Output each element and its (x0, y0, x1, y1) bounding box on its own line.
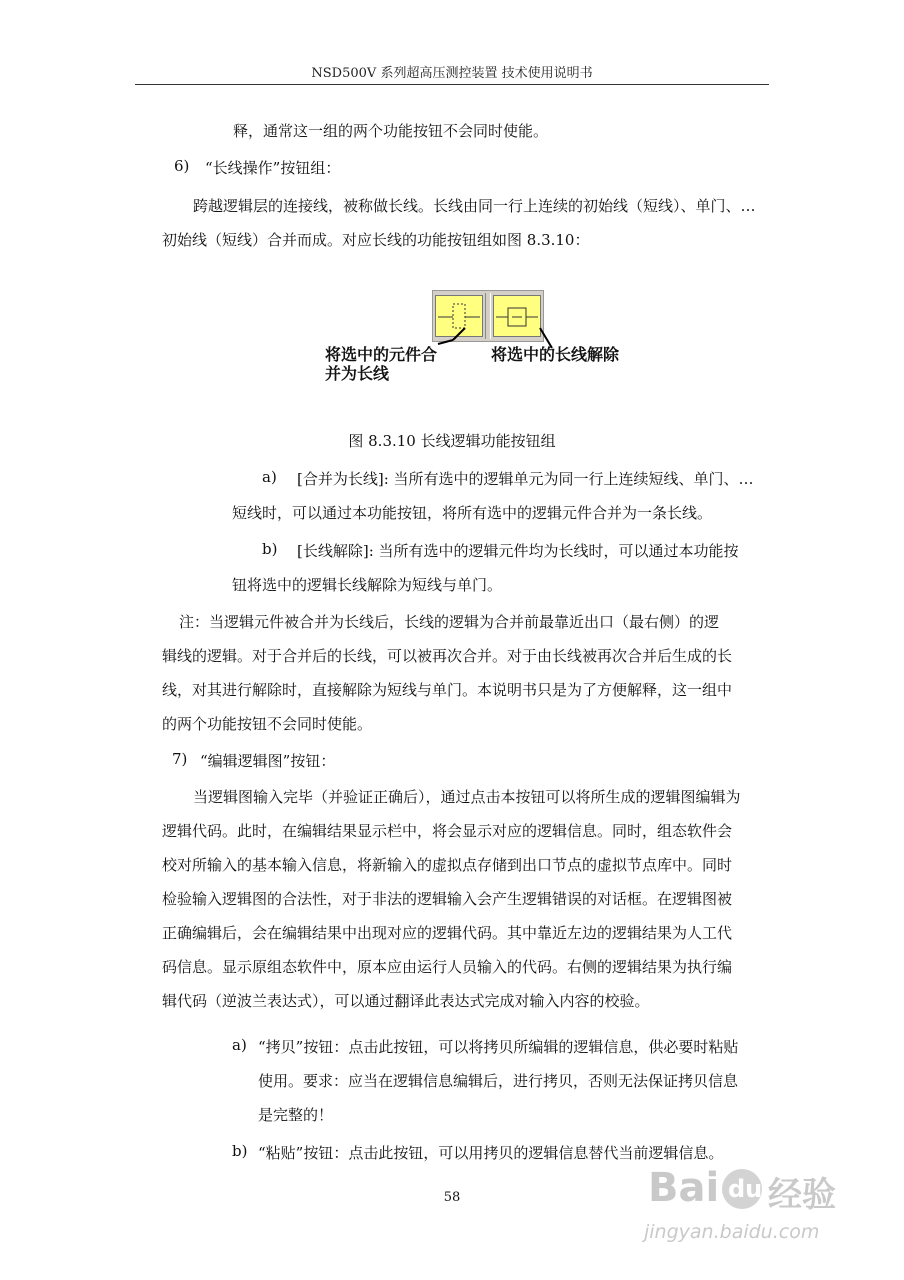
watermark-brand: Bai (648, 1165, 720, 1211)
paragraph-line: 正确编辑后，会在编辑结果中出现对应的逻辑代码。其中靠近左边的逻辑结果为人工代 (162, 924, 733, 942)
list-marker: b) (262, 540, 278, 558)
watermark-url: jingyan.baidu.com (644, 1221, 820, 1243)
page-number: 58 (443, 1190, 461, 1205)
note-line: 辑线的逻辑。对于合并后的长线，可以被再次合并。对于由长线被再次合并后生成的长 (162, 647, 733, 665)
continuation-line: 释，通常这一组的两个功能按钮不会同时使能。 (233, 122, 549, 140)
list-item-text: “粘贴”按钮：点击此按钮，可以用拷贝的逻辑信息替代当前逻辑信息。 (258, 1144, 724, 1162)
paragraph-line: 初始线（短线）合并而成。对应长线的功能按钮组如图 8.3.10： (162, 231, 590, 249)
baidu-watermark (640, 1155, 870, 1255)
watermark-brand-cn: 经验 (768, 1175, 836, 1215)
paragraph-line: 辑代码（逆波兰表达式），可以通过翻译此表达式完成对输入内容的校验。 (162, 992, 650, 1010)
figure-label-merge: 并为长线 (325, 364, 390, 383)
note-line: 线，对其进行解除时，直接解除为短线与单门。本说明书只是为了方便解释，这一组中 (162, 681, 733, 699)
item-7-number: 7) (172, 750, 188, 768)
list-item-text: 使用。要求：应当在逻辑信息编辑后，进行拷贝，否则无法保证拷贝信息 (258, 1072, 739, 1090)
item-7-title: “编辑逻辑图”按钮： (200, 752, 336, 770)
paragraph-line: 跨越逻辑层的连接线，被称做长线。长线由同一行上连续的初始线（短线）、单门、… (193, 197, 756, 215)
note-line: 注：当逻辑元件被合并为长线后，长线的逻辑为合并前最靠近出口（最右侧）的逻 (179, 613, 720, 631)
list-marker: a) (232, 1036, 247, 1054)
paragraph-line: 检验输入逻辑图的合法性，对于非法的逻辑输入会产生逻辑错误的对话框。在逻辑图被 (162, 890, 733, 908)
figure-label-merge: 将选中的元件合 (325, 345, 438, 364)
paragraph-line: 当逻辑图输入完毕（并验证正确后），通过点击本按钮可以将所生成的逻辑图编辑为 (193, 788, 741, 806)
paragraph-line: 逻辑代码。此时，在编辑结果显示栏中，将会显示对应的逻辑信息。同时，组态软件会 (162, 822, 733, 840)
list-marker: b) (232, 1142, 248, 1160)
item-6-number: 6) (174, 157, 190, 175)
watermark-brand-paw: du (728, 1175, 763, 1203)
header-rule (135, 84, 769, 85)
paragraph-line: 校对所输入的基本输入信息，将新输入的虚拟点存储到出口节点的虚拟节点库中。同时 (162, 856, 733, 874)
running-header: NSD500V 系列超高压测控装置 技术使用说明书 (311, 66, 593, 81)
list-item-text: 是完整的！ (258, 1106, 334, 1124)
list-item-text: 短线时，可以通过本功能按钮，将所有选中的逻辑元件合并为一条长线。 (232, 504, 713, 522)
list-item-text: “拷贝”按钮：点击此按钮，可以将拷贝所编辑的逻辑信息，供必要时粘贴 (258, 1038, 739, 1056)
list-marker: a) (262, 468, 277, 486)
item-6-title: “长线操作”按钮组： (205, 159, 341, 177)
note-line: 的两个功能按钮不会同时使能。 (162, 715, 373, 733)
list-item-text: 钮将选中的逻辑长线解除为短线与单门。 (232, 576, 503, 594)
list-item-text: [合并为长线]: 当所有选中的逻辑单元为同一行上连续短线、单门、… (297, 470, 754, 488)
figure-label-split: 将选中的长线解除 (491, 345, 620, 364)
list-item-text: [长线解除]: 当所有选中的逻辑元件均为长线时，可以通过本功能按 (297, 542, 739, 560)
figure-caption: 图 8.3.10 长线逻辑功能按钮组 (348, 432, 556, 450)
paragraph-line: 码信息。显示原组态软件中，原本应由运行人员输入的代码。右侧的逻辑结果为执行编 (162, 958, 733, 976)
